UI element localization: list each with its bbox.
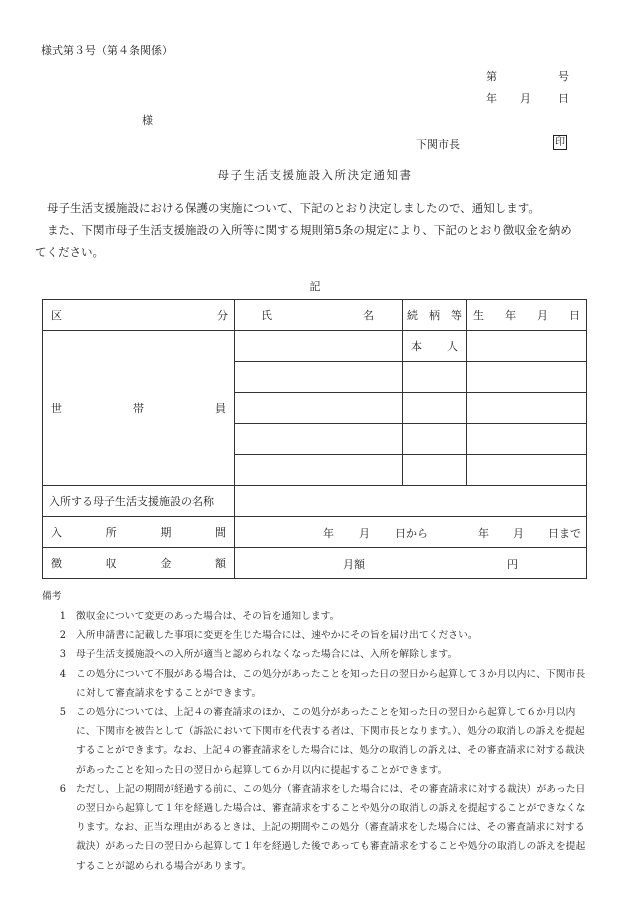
header-birth-char-2: 年 [505,309,516,322]
document-title: 母子生活支援施設入所決定通知書 [217,168,413,182]
seal-mark [553,135,567,150]
honnin-cell [403,331,467,362]
fee-label-char-2: 収 [105,557,117,570]
note-text: この処分について不服がある場合は、この処分があったことを知った日の翌日から起算して３か月以内に、下関市長に対して審査請求をすることができます。 [76,668,586,699]
member-name-cell [235,455,403,486]
period-to-day: 日まで [548,527,581,540]
header-birth-char-1: 生 [473,309,484,322]
facility-name-value [235,486,587,517]
fee-monthly-label: 月額 [343,558,365,571]
member-name-cell [235,393,403,424]
note-item [42,626,592,645]
period-from-year: 年 [323,527,334,540]
note-number: 1 [59,611,66,622]
fee-value [235,548,587,579]
member-birth-cell [467,393,587,424]
member-birth-cell [467,424,587,455]
header-birth-char-4: 日 [569,309,580,322]
body-paragraph-1: 母子生活支援施設における保護の実施について、下記のとおり決定しましたので、通知します。 [47,201,540,215]
note-item [42,703,592,780]
member-name-cell [235,362,403,393]
fee-label [43,548,235,579]
period-value [235,517,587,548]
header-relation-char-2: 柄 [429,309,440,322]
period-label-char-1: 入 [51,526,62,539]
fee-label-char-1: 徴 [51,557,62,570]
table-row [43,331,587,362]
header-relation [403,300,467,331]
facility-name-label-text: 入所する母子生活支援施設の名称 [49,495,214,508]
number-suffix: 号 [558,70,569,83]
member-name-cell [235,331,403,362]
addressee-suffix: 様 [142,114,153,127]
notes-title: 備考 [42,591,62,602]
period-to-month: 月 [513,527,524,540]
note-number: 2 [59,630,66,642]
setai-in-label-cell [43,331,235,486]
number-prefix: 第 [486,70,497,83]
form-label: 様式第３号（第４条関係） [41,44,173,57]
note-text: この処分については、上記４の審査請求のほか、この処分があったことを知った日の翌日から起算して６か月以内に、下関市を被告として（訴訟において下関市を代表する者は、下関市長となります。）、処分の取消しの訴えを提起することができます。なお、上記４の審査請求をした場合には、処分の取消しの訴えは、その審査請求に対する裁決があったことを知った日の翌日から起算して６か月以内に提起することができます。 [76,707,585,776]
facility-name-label [43,486,235,517]
period-label-char-4: 間 [214,526,226,539]
header-name-char-2: 名 [363,309,374,322]
header-birthdate [467,300,587,331]
facility-row [43,486,587,517]
period-label-char-2: 所 [105,526,117,539]
header-kubun-char-1: 区 [51,309,62,322]
note-text: 徴収金について変更のあった場合は、その旨を通知します。 [76,611,340,622]
note-item [42,607,592,626]
issuer-name: 下関市長 [416,138,460,151]
note-item [42,645,592,664]
header-name-char-1: 氏 [261,309,272,322]
notes-section [42,589,592,876]
fee-row [43,548,587,579]
note-number: 4 [59,668,66,680]
fee-label-char-3: 金 [160,557,172,570]
period-label [43,517,235,548]
ki-label: 記 [309,280,321,293]
member-relation-cell [403,424,467,455]
note-item [42,780,592,876]
period-label-char-3: 期 [160,526,172,539]
body-paragraph-2-line-1: また、下関市母子生活支援施設の入所等に関する規則第5条の規定により、下記のとおり徴収金を納め [47,223,572,237]
note-text: ただし、上記の期間が経過する前に、この処分（審査請求をした場合には、その審査請求に対する裁決）があった日の翌日から起算して１年を経過した場合は、審査請求をすることや処分の取消しの訴えを提起することができなくなります。なお、正当な理由があるときは、上記の期間やこの処分（審査請求をした場合には、その審査請求に対する裁決）があった日の翌日から起算して１年を経過した後であっても審査請求をすることや処分の取消しの訴えを提起することが認められる場合があります。 [76,783,586,872]
header-relation-char-3: 等 [451,309,462,322]
member-birth-cell [467,331,587,362]
note-text: 入所申請書に記載した事項に変更を生じた場合には、速やかにその旨を届け出てください。 [76,630,478,642]
note-number: 5 [59,707,66,719]
date-year: 年 [486,92,497,105]
period-from-day: 日から [395,527,428,540]
setai-in-char-2: 帯 [133,402,144,415]
note-number: 6 [59,783,66,795]
note-number: 3 [59,649,66,661]
setai-in-char-1: 世 [51,402,62,415]
note-text: 母子生活支援施設への入所が適当と認められなくなった場合には、入所を解除します。 [76,649,458,661]
table-header-row [43,300,587,331]
header-kubun-char-2: 分 [217,309,228,322]
honnin-char-1: 本 [411,340,422,353]
period-to-year: 年 [478,527,489,540]
period-row [43,517,587,548]
member-relation-cell [403,362,467,393]
setai-in-char-3: 員 [215,402,226,415]
fee-yen-label: 円 [507,558,518,571]
member-birth-cell [467,455,587,486]
seal-text: 印 [555,137,565,148]
header-name [235,300,403,331]
header-birth-char-3: 月 [537,309,548,322]
household-table [42,299,587,579]
member-relation-cell [403,455,467,486]
member-name-cell [235,424,403,455]
fee-label-char-4: 額 [214,557,226,570]
body-paragraph-2-line-2: てください。 [35,245,104,259]
header-kubun [43,300,235,331]
date-day: 日 [558,92,569,105]
note-item [42,665,592,703]
member-relation-cell [403,393,467,424]
member-birth-cell [467,362,587,393]
period-from-month: 月 [359,527,370,540]
honnin-char-2: 人 [447,340,458,353]
date-month: 月 [520,92,531,105]
header-relation-char-1: 続 [407,309,418,322]
